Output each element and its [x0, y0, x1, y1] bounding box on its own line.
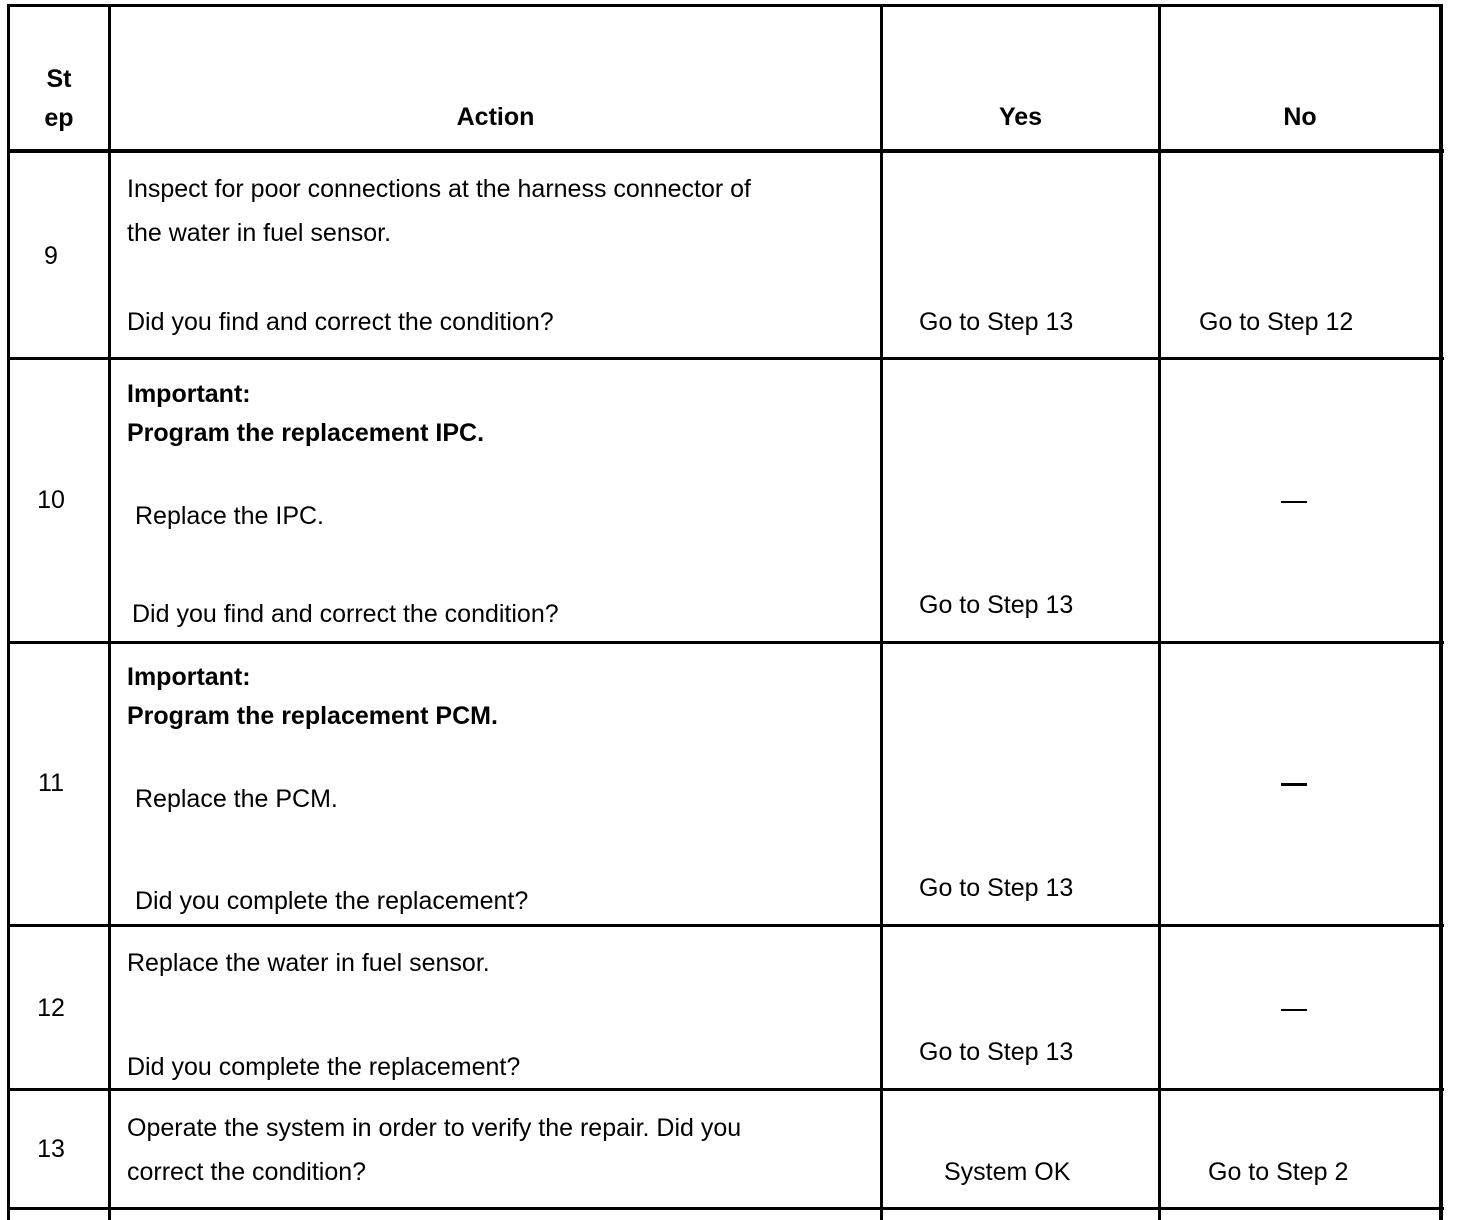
step-number: 10 [37, 486, 65, 514]
row-divider [8, 1088, 1444, 1091]
no-result-dash [1281, 783, 1307, 786]
step-number: 13 [37, 1135, 65, 1163]
yes-result: Go to Step 13 [919, 1038, 1074, 1066]
important-text: Program the replacement PCM. [127, 702, 498, 730]
important-text: Program the replacement IPC. [127, 419, 485, 447]
table-bottom-border [8, 1207, 1444, 1210]
action-text: Replace the PCM. [135, 785, 338, 813]
important-label: Important: [127, 663, 251, 691]
action-text: Replace the water in fuel sensor. [127, 949, 490, 977]
table-right-border [1439, 4, 1443, 1220]
table-left-border [7, 4, 10, 1220]
header-step-line2: ep [44, 104, 74, 132]
header-no: No [1283, 103, 1317, 131]
table-top-border [8, 4, 1442, 7]
step-number: 9 [44, 242, 58, 270]
step-number: 12 [37, 994, 65, 1022]
header-yes: Yes [998, 103, 1043, 131]
no-result: Go to Step 12 [1199, 308, 1354, 336]
yes-result: System OK [944, 1158, 1071, 1186]
action-text: correct the condition? [127, 1158, 367, 1186]
action-question: Did you find and correct the condition? [127, 308, 554, 336]
action-text: Replace the IPC. [135, 502, 324, 530]
no-result-dash [1281, 1009, 1307, 1011]
important-label: Important: [127, 380, 251, 408]
yes-result: Go to Step 13 [919, 591, 1074, 619]
row-divider [8, 924, 1444, 927]
action-question: Did you complete the replacement? [127, 1053, 521, 1081]
column-divider [880, 4, 883, 1220]
yes-result: Go to Step 13 [919, 874, 1074, 902]
header-step-line1: St [46, 65, 72, 93]
no-result: Go to Step 2 [1208, 1158, 1349, 1186]
row-divider [8, 641, 1444, 644]
step-number: 11 [38, 769, 64, 797]
header-action: Action [456, 103, 535, 131]
header-bottom-border [8, 149, 1444, 153]
action-text: the water in fuel sensor. [127, 219, 392, 247]
action-text: Inspect for poor connections at the harness connector of [127, 175, 751, 203]
no-result-dash [1281, 501, 1307, 503]
yes-result: Go to Step 13 [919, 308, 1074, 336]
column-divider [108, 4, 111, 1220]
row-divider [8, 357, 1444, 360]
action-question: Did you find and correct the condition? [132, 600, 559, 628]
column-divider [1158, 4, 1161, 1220]
action-question: Did you complete the replacement? [135, 887, 529, 915]
action-text: Operate the system in order to verify the repair. Did you [127, 1114, 742, 1142]
